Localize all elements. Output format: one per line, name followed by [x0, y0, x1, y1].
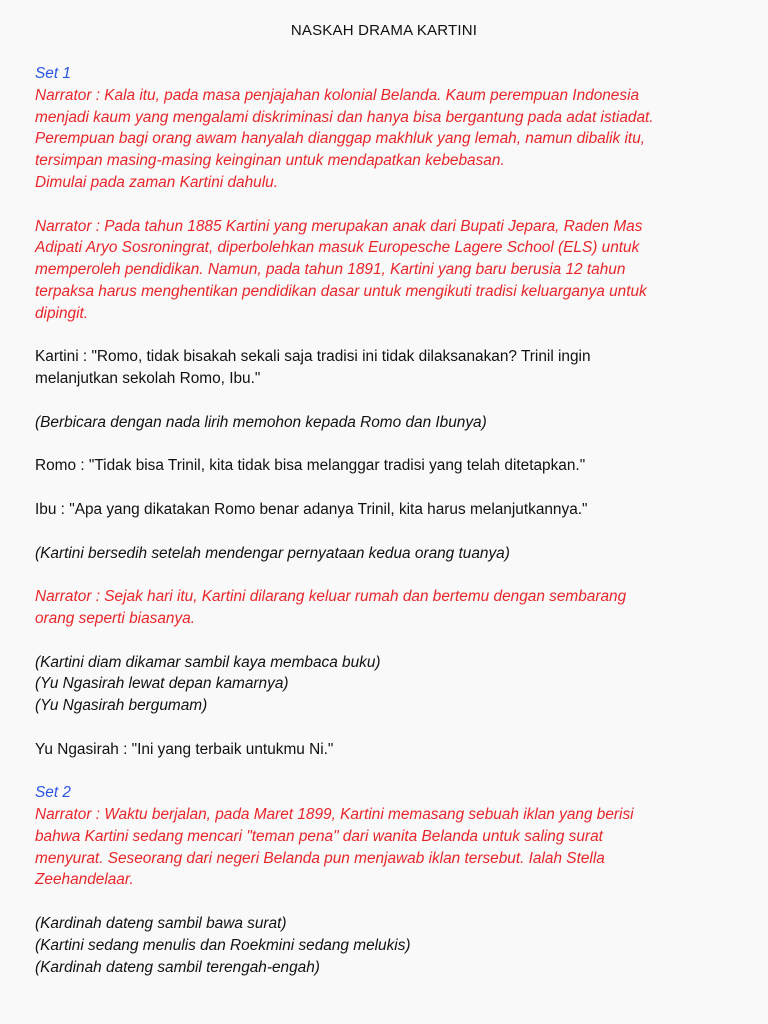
narration-line: tersimpan masing-masing keinginan untuk mendapatkan kebebasan. — [35, 152, 505, 170]
narration-line: menyurat. Seseorang dari negeri Belanda pun menjawab iklan tersebut. Ialah Stella — [35, 849, 605, 867]
stage-direction-group — [35, 652, 735, 717]
stage-direction: (Kardinah dateng sambil terengah-engah) — [35, 958, 320, 976]
set1-narration-1 — [35, 85, 735, 194]
narration-line: Perempuan bagi orang awam hanyalah dianggap makhluk yang lemah, namun dibalik itu, — [35, 130, 646, 148]
speaker-name: Yu Ngasirah : — [35, 740, 128, 758]
dialog-text: "Ini yang terbaik untukmu Ni." — [127, 740, 334, 758]
stage-direction-group — [35, 913, 735, 978]
dialog-ibu — [35, 499, 735, 521]
narration-line: orang seperti biasanya. — [35, 609, 195, 627]
narration-line: memperoleh pendidikan. Namun, pada tahun 1891, Kartini yang baru berusia 12 tahun — [35, 261, 626, 279]
dialog-text: "Apa yang dikatakan Romo benar adanya Trinil, kita harus melanjutkannya." — [64, 500, 588, 518]
script-content — [35, 63, 735, 1000]
narration-line: terpaksa harus menghentikan pendidikan dasar untuk mengikuti tradisi keluarganya untuk — [35, 282, 647, 300]
narration-line: Narrator : Kala itu, pada masa penjajahan kolonial Belanda. Kaum perempuan Indonesia — [35, 86, 640, 104]
narration-line: dipingit. — [35, 304, 89, 322]
dialog-text: "Tidak bisa Trinil, kita tidak bisa melanggar tradisi yang telah ditetapkan." — [84, 457, 586, 475]
stage-direction: (Yu Ngasirah bergumam) — [35, 697, 208, 715]
set2-narration-1 — [35, 804, 735, 891]
narration-line: Zeehandelaar. — [35, 871, 134, 889]
speaker-name: Kartini : — [35, 348, 88, 366]
narration-line: Narrator : Sejak hari itu, Kartini dilarang keluar rumah dan bertemu dengan sembarang — [35, 588, 627, 606]
stage-direction: (Kardinah dateng sambil bawa surat) — [35, 915, 287, 933]
dialog-romo — [35, 455, 735, 477]
stage-direction: (Kartini diam dikamar sambil kaya membaca buku) — [35, 653, 381, 671]
dialog-kartini — [35, 346, 735, 390]
narration-line: Dimulai pada zaman Kartini dahulu. — [35, 173, 278, 191]
narration-line: Adipati Aryo Sosroningrat, diperbolehkan masuk Europesche Lagere School (ELS) untuk — [35, 239, 640, 257]
narration-line: bahwa Kartini sedang mencari "teman pena" dari wanita Belanda untuk saling surat — [35, 827, 603, 845]
stage-direction: (Berbicara dengan nada lirih memohon kepada Romo dan Ibunya) — [35, 413, 487, 431]
set2-label: Set 2 — [35, 784, 71, 802]
speaker-name: Romo : — [35, 457, 85, 475]
document-title: NASKAH DRAMA KARTINI — [290, 22, 478, 39]
speaker-name: Ibu : — [35, 500, 65, 518]
narration-line: Narrator : Waktu berjalan, pada Maret 1899, Kartini memasang sebuah iklan yang berisi — [35, 806, 634, 824]
stage-direction: (Kartini bersedih setelah mendengar pernyataan kedua orang tuanya) — [35, 544, 510, 562]
dialog-yu-ngasirah — [35, 739, 735, 761]
stage-direction: (Yu Ngasirah lewat depan kamarnya) — [35, 675, 289, 693]
stage-direction: (Kartini sedang menulis dan Roekmini sedang melukis) — [35, 936, 411, 954]
narration-line: menjadi kaum yang mengalami diskriminasi dan hanya bisa bergantung pada adat istiadat. — [35, 108, 654, 126]
set1-narration-3 — [35, 586, 735, 630]
narration-line: Narrator : Pada tahun 1885 Kartini yang merupakan anak dari Bupati Jepara, Raden Mas — [35, 217, 643, 235]
dialog-text: melanjutkan sekolah Romo, Ibu." — [35, 370, 261, 388]
set1-section — [35, 63, 735, 194]
set1-narration-2 — [35, 216, 735, 325]
set2-section — [35, 782, 735, 891]
set1-label: Set 1 — [35, 65, 71, 82]
dialog-text: "Romo, tidak bisakah sekali saja tradisi ini tidak dilaksanakan? Trinil ingin — [87, 348, 591, 366]
